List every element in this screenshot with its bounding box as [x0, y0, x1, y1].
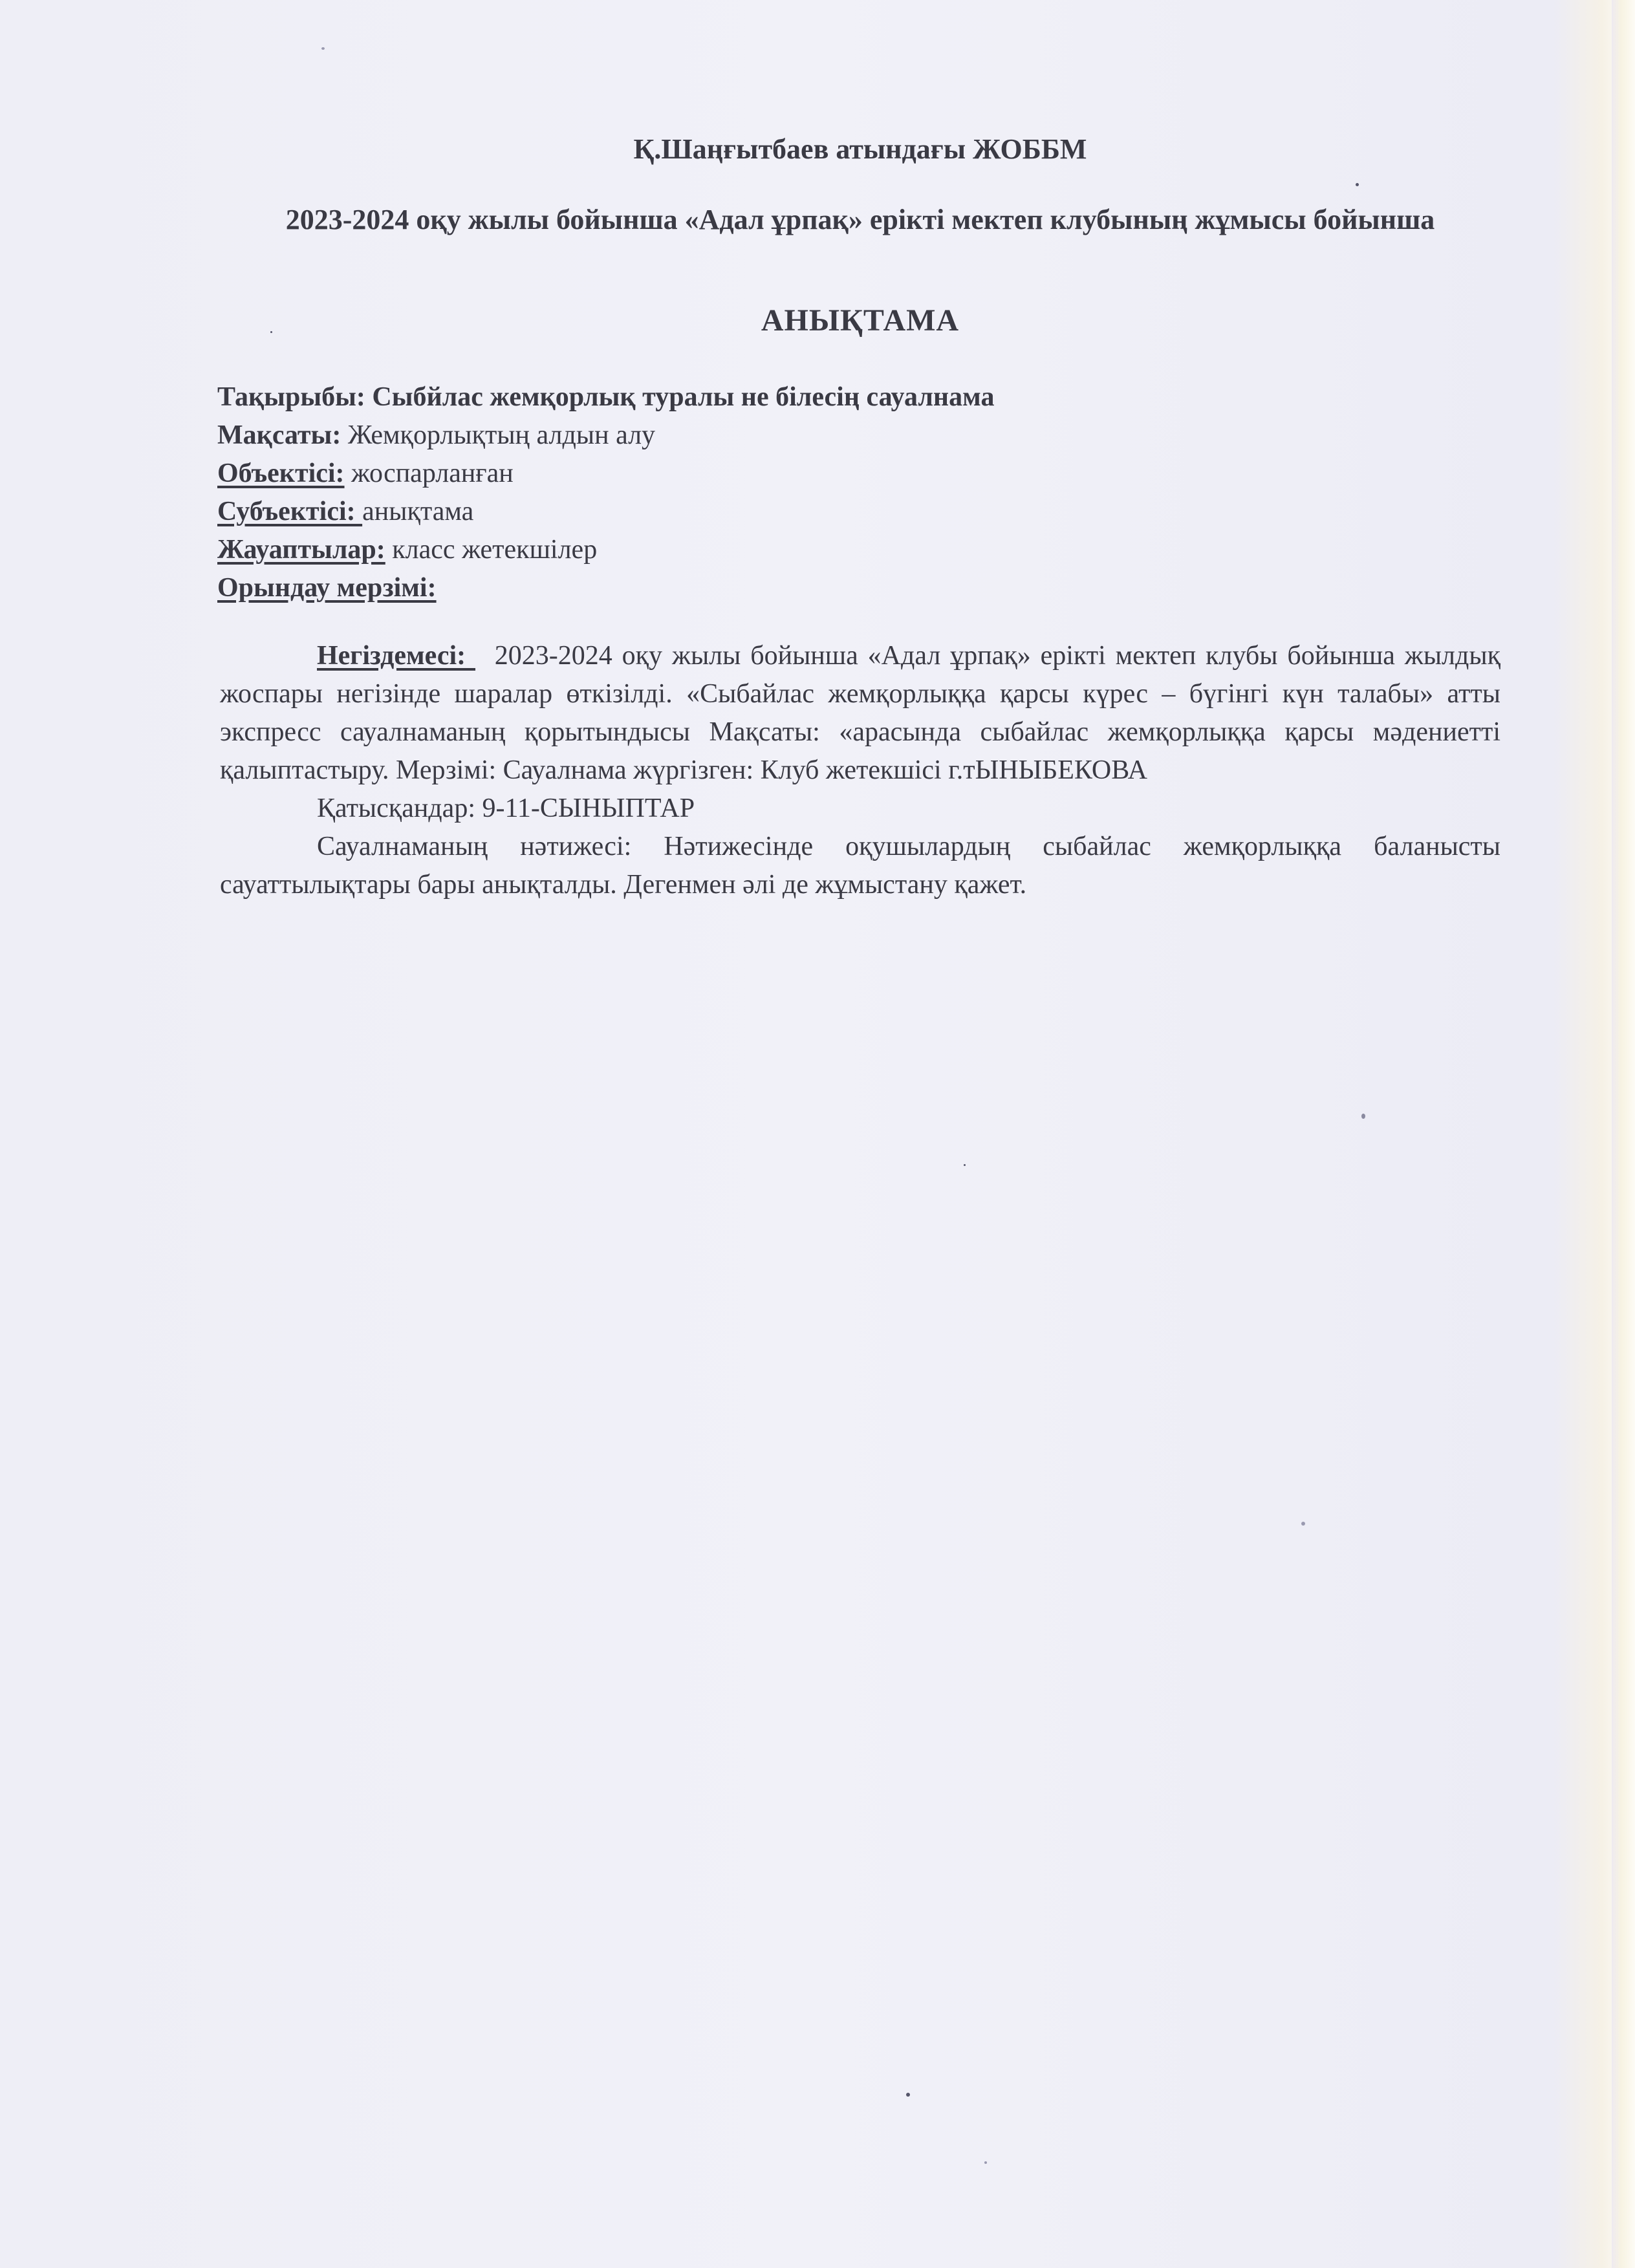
subject-value: анықтама — [362, 497, 474, 526]
responsible-value: класс жетекшілер — [385, 535, 598, 565]
paper-edge — [1612, 0, 1635, 2268]
scan-speck — [964, 1164, 966, 1166]
scan-speck — [984, 2161, 987, 2164]
scan-speck — [1361, 1114, 1365, 1119]
responsible-row — [217, 531, 994, 569]
scan-speck — [1356, 183, 1359, 186]
scan-speck — [321, 47, 325, 50]
school-name: Қ.Шаңғытбаев атындағы ЖОББМ — [633, 133, 1087, 165]
deadline-row — [217, 569, 994, 607]
basis-paragraph — [220, 637, 1508, 790]
document-body — [220, 637, 1508, 904]
scan-speck — [1301, 1522, 1305, 1526]
subject-row — [217, 493, 994, 531]
scan-speck — [906, 2093, 910, 2097]
basis-label: Негіздемесі: — [317, 641, 476, 671]
info-fields — [217, 378, 994, 607]
document-subtitle: 2023-2024 оқу жылы бойынша «Адал ұрпақ» ерікті мектеп клубының жұмысы бойынша — [285, 204, 1435, 235]
object-label: Объектісі: — [217, 459, 345, 488]
goal-row — [217, 416, 994, 455]
scan-speck — [270, 331, 272, 333]
goal-label: Мақсаты: — [217, 420, 341, 450]
object-value: жоспарланған — [344, 459, 514, 488]
deadline-label: Орындау мерзімі: — [217, 573, 437, 603]
result-paragraph: Сауалнаманың нәтижесі: Нәтижесінде оқушылардың сыбайлас жемқорлыққа баланысты сауаттылықтары бары анықталды. Дегенмен әлі де жұмыстану қажет. — [220, 832, 1500, 900]
topic-row — [217, 378, 994, 416]
participants-paragraph: Қатысқандар: 9-11-СЫНЫПТАР — [317, 794, 695, 823]
subject-label: Субъектісі: — [217, 497, 363, 526]
document-title: АНЫҚТАМА — [761, 303, 960, 338]
goal-value: Жемқорлықтың алдын алу — [341, 420, 656, 450]
topic-label: Тақырыбы: — [217, 382, 365, 412]
topic-value: Сыбйлас жемқорлық туралы не білесің сауалнама — [365, 382, 995, 412]
object-row — [217, 455, 994, 493]
basis-text: 2023-2024 оқу жылы бойынша «Адал ұрпақ» ерікті мектеп клубы бойынша жылдық жоспары негізінде шаралар өткізілді. «Сыбайлас жемқорлыққа қарсы күрес – бүгінгі күн талабы» атты экспресс сауалнаманың қорытындысы Мақсаты: «арасында сыбайлас жемқорлыққа қарсы мәдениетті қалыптастыру. Мерзімі: Сауалнама жүргізген: Клуб жетекшісі г.тЫНЫБЕКОВА — [220, 641, 1508, 785]
responsible-label: Жауаптылар: — [217, 535, 385, 565]
